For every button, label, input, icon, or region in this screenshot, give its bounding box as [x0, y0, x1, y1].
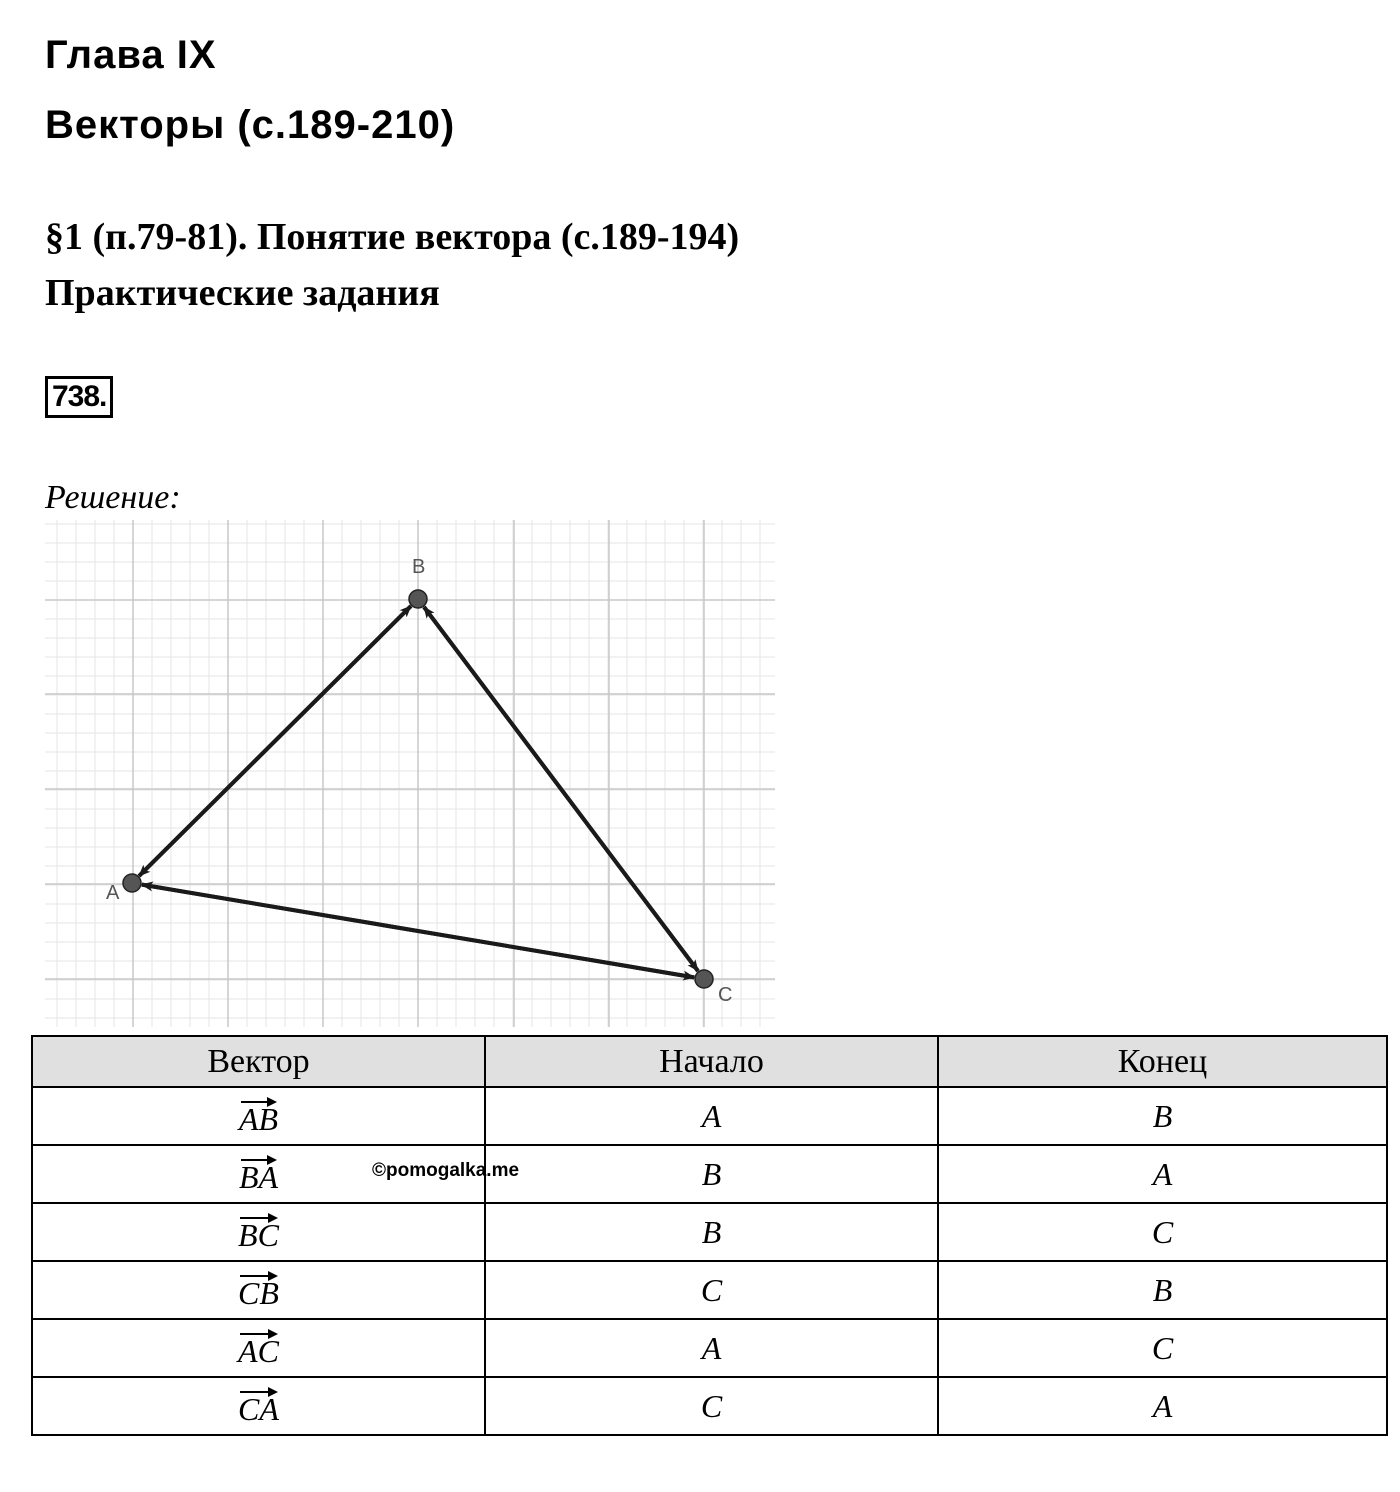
vector-notation: CA [238, 1385, 279, 1428]
task-number-badge: 738. [45, 376, 113, 418]
end-cell: C [938, 1319, 1387, 1377]
vector-cell [32, 1203, 485, 1261]
header-vector: Вектор [32, 1036, 485, 1087]
start-cell: B [485, 1145, 938, 1203]
end-cell: A [938, 1145, 1387, 1203]
section-title: §1 (п.79-81). Понятие вектора (с.189-194) [45, 216, 740, 258]
start-cell: A [485, 1087, 938, 1145]
vertex-points [106, 556, 732, 1006]
vector-cell [32, 1261, 485, 1319]
triangle-vector-diagram [45, 520, 775, 1027]
solution-label: Решение: [45, 479, 181, 516]
point-label-c: C [718, 984, 733, 1006]
vector-cell [32, 1319, 485, 1377]
end-cell: B [938, 1087, 1387, 1145]
watermark: ©pomogalka.me [372, 1160, 520, 1181]
start-cell: B [485, 1203, 938, 1261]
section-subtitle: Практические задания [45, 272, 440, 314]
vector-cell [32, 1087, 485, 1145]
chapter-subtitle: Векторы (с.189-210) [45, 103, 456, 147]
vector-notation: BA [239, 1153, 278, 1196]
table-row [32, 1087, 1387, 1145]
start-cell: C [485, 1377, 938, 1435]
end-cell: A [938, 1377, 1387, 1435]
table-row [32, 1377, 1387, 1435]
vector-notation: AB [239, 1095, 278, 1138]
point-b [409, 590, 427, 608]
vector-arrow-ba [139, 606, 411, 876]
table-row [32, 1145, 1387, 1203]
point-label-b: B [412, 556, 426, 578]
vector-cell [32, 1377, 485, 1435]
header-end: Конец [938, 1036, 1387, 1087]
end-cell: C [938, 1203, 1387, 1261]
point-c [695, 970, 713, 988]
vector-notation: CB [238, 1269, 279, 1312]
table-row [32, 1261, 1387, 1319]
start-cell: C [485, 1261, 938, 1319]
vector-table [31, 1035, 1388, 1436]
vector-notation: AC [238, 1327, 279, 1370]
table-row [32, 1203, 1387, 1261]
header-start: Начало [485, 1036, 938, 1087]
table-header-row [32, 1036, 1387, 1087]
vector-notation: BC [238, 1211, 279, 1254]
table-row [32, 1319, 1387, 1377]
point-a [123, 874, 141, 892]
chapter-title: Глава IX [45, 33, 217, 77]
start-cell: A [485, 1319, 938, 1377]
point-label-a: A [106, 882, 120, 904]
end-cell: B [938, 1261, 1387, 1319]
